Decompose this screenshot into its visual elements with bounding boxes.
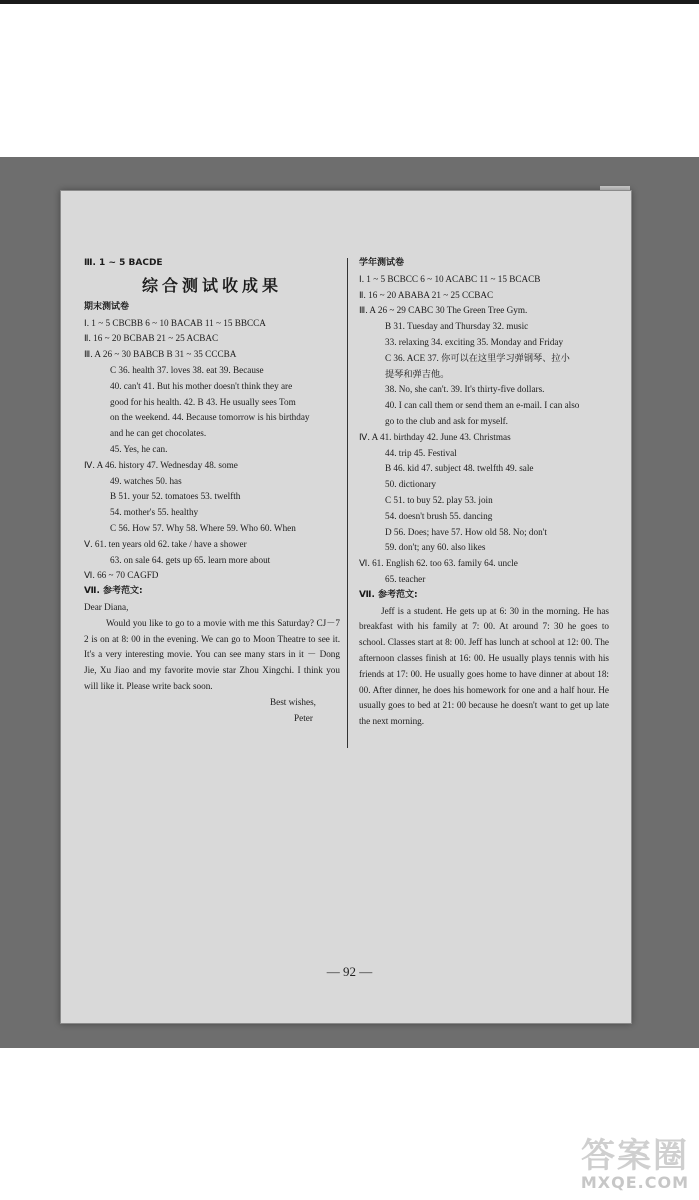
answer-line: on the weekend. 44. Because tomorrow is his birthday — [110, 412, 310, 423]
answer-line: good for his health. 42. B 43. He usually sees Tom — [110, 396, 296, 407]
left-top-line: Ⅲ. 1 ~ 5 BACDE — [84, 258, 163, 268]
answer-line: 59. don't; any 60. also likes — [385, 542, 486, 553]
answer-line: 65. teacher — [385, 573, 426, 584]
answer-line: 50. dictionary — [385, 479, 437, 490]
answer-line: D 56. Does; have 57. How old 58. No; don't — [385, 526, 547, 537]
answer-line: B 31. Tuesday and Thursday 32. music — [385, 321, 529, 332]
answer-line: Ⅳ. A 46. history 47. Wednesday 48. some — [84, 459, 238, 470]
answer-line: 40. can't 41. But his mother doesn't think they are — [110, 380, 293, 391]
answer-line: 提琴和弹吉他。 — [385, 368, 450, 379]
answer-line: C 36. health 37. loves 38. eat 39. Because — [110, 364, 264, 375]
answer-line: C 56. How 57. Why 58. Where 59. Who 60. When — [110, 522, 296, 533]
answer-line: B 46. kid 47. subject 48. twelfth 49. sale — [385, 463, 534, 474]
answer-line: C 36. ACE 37. 你可以在这里学习弹钢琴、拉小 — [385, 352, 570, 363]
letter-closing: Best wishes, — [270, 696, 316, 707]
answer-line: go to the club and ask for myself. — [385, 415, 508, 426]
left-column — [84, 256, 340, 726]
letter-signature: Peter — [294, 712, 313, 723]
answer-line: C 51. to buy 52. play 53. join — [385, 494, 493, 505]
answer-line: Ⅵ. 66 ~ 70 CAGFD — [84, 570, 159, 581]
section-title-final: 期末测试卷 — [84, 301, 130, 312]
letter-body: Would you like to go to a movie with me this Saturday? CJ－7 2 is on at 8: 00 in the evening. We can go to Moon Theatre to see it. It's a very interesting movie. You can see many stars in it － Dong Jie, Xu Jiao and my favorite movie star Zhou Xingchi. I think you will like it. Please write back soon. — [84, 617, 340, 691]
answer-line: 63. on sale 64. gets up 65. learn more about — [110, 554, 271, 565]
answer-line: Ⅵ. 61. English 62. too 63. family 64. uncle — [359, 558, 518, 569]
sample-essay-heading: Ⅶ. 参考范文: — [84, 586, 143, 597]
big-title: 综合测试收成果 — [141, 275, 282, 295]
answer-line: 45. Yes, he can. — [110, 443, 168, 454]
answer-line: 40. I can call them or send them an e-mail. I can also — [385, 400, 580, 411]
status-bar — [0, 0, 699, 4]
answer-line: Ⅲ. A 26 ~ 29 CABC 30 The Green Tree Gym. — [359, 305, 528, 316]
answer-line: Ⅰ. 1 ~ 5 BCBCC 6 ~ 10 ACABC 11 ~ 15 BCACB — [359, 273, 541, 284]
answer-line: Ⅳ. A 41. birthday 42. June 43. Christmas — [359, 431, 511, 442]
answer-line: 49. watches 50. has — [110, 475, 182, 486]
watermark-logo — [581, 1138, 689, 1192]
sample-essay-heading: Ⅶ. 参考范文: — [359, 589, 418, 600]
answer-line: and he can get chocolates. — [110, 428, 207, 439]
watermark-url: MXQE.COM — [580, 1173, 689, 1192]
essay-body: Jeff is a student. He gets up at 6: 30 in the morning. He has breakfast with his family at 7: 00. At around 7: 30 he goes to school. Classes start at 8: 00. Jeff has lunch at school at 12: 00. The afternoon classes finish at 16: 00. He usually plays tennis with his friends at 17: 00. He usually goes home to have dinner at about 18: 00. After dinner, he does his homework for one and a half hour. He usually goes to bed at 21: 00 because he doesn't want to get up late the next morning. — [359, 605, 609, 727]
answer-line: 33. relaxing 34. exciting 35. Monday and Friday — [385, 336, 564, 347]
answer-line: Ⅱ. 16 ~ 20 BCBAB 21 ~ 25 ACBAC — [84, 333, 219, 344]
watermark-cn: 答案圈 — [581, 1136, 689, 1176]
answer-line: Ⅱ. 16 ~ 20 ABABA 21 ~ 25 CCBAC — [359, 289, 494, 300]
letter-greeting: Dear Diana, — [84, 601, 129, 612]
answer-line: 54. doesn't brush 55. dancing — [385, 510, 493, 521]
right-column — [359, 256, 609, 730]
answer-line: Ⅴ. 61. ten years old 62. take / have a shower — [84, 538, 247, 549]
column-divider — [347, 258, 348, 748]
answer-line: 54. mother's 55. healthy — [110, 507, 199, 518]
answer-line: Ⅲ. A 26 ~ 30 BABCB B 31 ~ 35 CCCBA — [84, 349, 237, 360]
answer-line: 38. No, she can't. 39. It's thirty-five dollars. — [385, 384, 545, 395]
page-number: — 92 — — [326, 964, 373, 979]
answer-line: B 51. your 52. tomatoes 53. twelfth — [110, 491, 241, 502]
answer-line: Ⅰ. 1 ~ 5 CBCBB 6 ~ 10 BACAB 11 ~ 15 BBCCA — [84, 317, 266, 328]
answer-line: 44. trip 45. Festival — [385, 447, 457, 458]
section-title-year: 学年测试卷 — [359, 258, 405, 268]
